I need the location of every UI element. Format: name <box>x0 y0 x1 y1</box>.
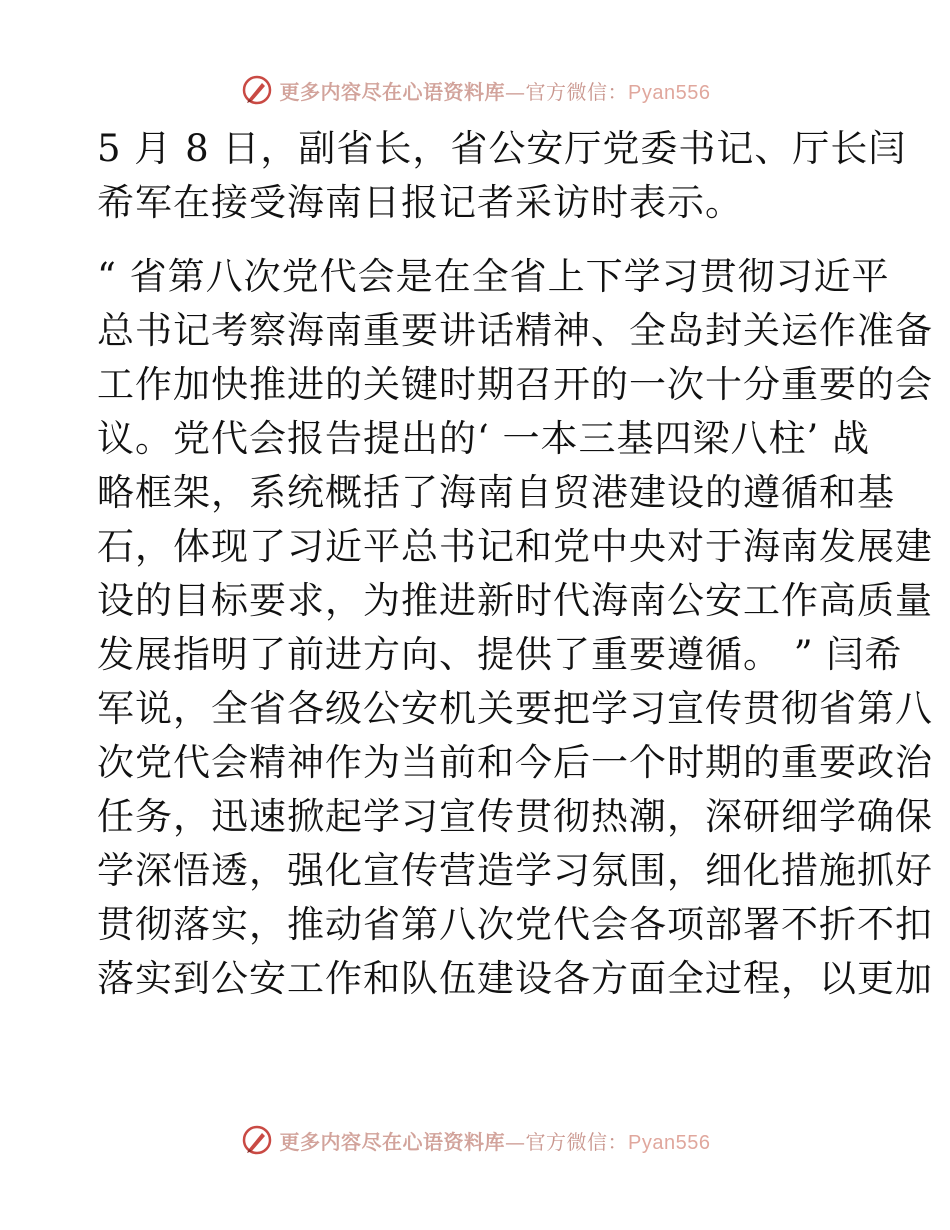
text-line: 略框架，系统概括了海南自贸港建设的遵循和基 <box>97 471 895 514</box>
banner-site-text: 更多内容尽在心语资料库 <box>279 1129 506 1154</box>
text-line: 5 月 8 日，副省长，省公安厅党委书记、厅长闫 <box>97 127 907 170</box>
text-line: 次党代会精神作为当前和今后一个时期的重要政治 <box>97 741 933 784</box>
banner-separator: — <box>505 1129 526 1154</box>
banner-site-text: 更多内容尽在心语资料库 <box>279 79 506 104</box>
text-line: 总书记考察海南重要讲话精神、全岛封关运作准备 <box>97 309 933 352</box>
banner-wechat-label: 官方微信： <box>525 79 629 104</box>
footer-watermark-banner <box>0 1120 950 1160</box>
banner-wechat-id: Pyan556 <box>628 1131 711 1154</box>
text-line: 任务，迅速掀起学习宣传贯彻热潮，深研细学确保 <box>97 795 933 838</box>
banner-wechat-id: Pyan556 <box>628 81 711 104</box>
text-line: “ 省第八次党代会是在全省上下学习贯彻习近平 <box>97 255 890 298</box>
header-watermark-banner <box>0 70 950 110</box>
text-line: 石，体现了习近平总书记和党中央对于海南发展建 <box>97 525 933 568</box>
text-line: 希军在接受海南日报记者采访时表示。 <box>97 181 743 224</box>
text-line: 议。党代会报告提出的‘ 一本三基四梁八柱’ 战 <box>97 417 871 460</box>
text-line: 学深悟透，强化宣传营造学习氛围，细化措施抓好 <box>97 849 933 892</box>
banner-separator: — <box>505 79 526 104</box>
pen-logo-icon <box>240 1123 274 1157</box>
article-body <box>97 122 933 1006</box>
pen-logo-icon <box>240 73 274 107</box>
text-line: 落实到公安工作和队伍建设各方面全过程，以更加 <box>97 957 933 1000</box>
text-line: 发展指明了前进方向、提供了重要遵循。 ” 闫希 <box>97 633 903 676</box>
text-line: 设的目标要求，为推进新时代海南公安工作高质量 <box>97 579 933 622</box>
text-line: 工作加快推进的关键时期召开的一次十分重要的会 <box>97 363 933 406</box>
banner-wechat-label: 官方微信： <box>525 1129 629 1154</box>
text-line: 贯彻落实，推动省第八次党代会各项部署不折不扣 <box>97 903 933 946</box>
text-line: 军说，全省各级公安机关要把学习宣传贯彻省第八 <box>97 687 933 730</box>
